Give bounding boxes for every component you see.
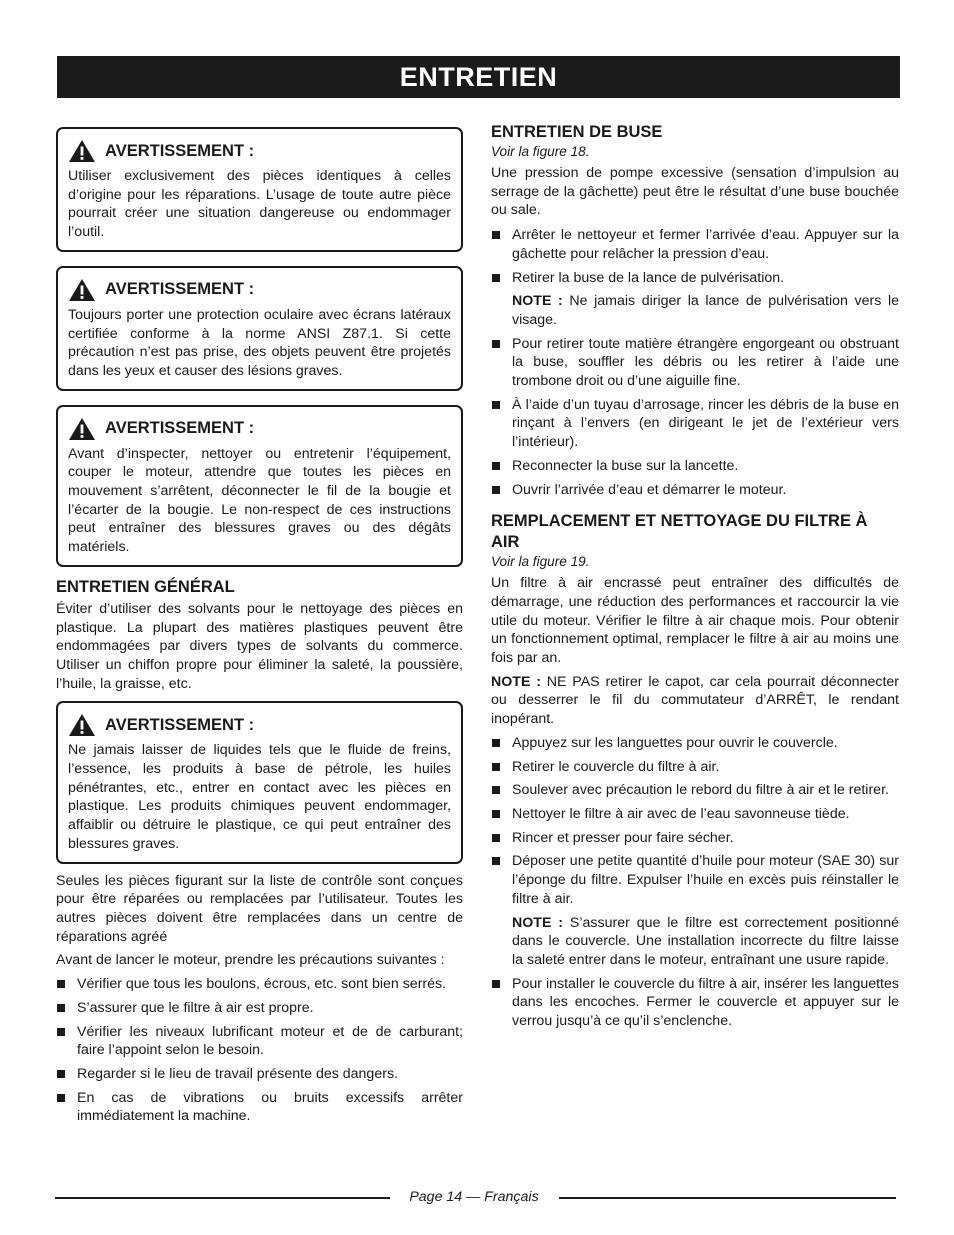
warning-box <box>56 405 463 567</box>
section-banner: ENTRETIEN <box>57 56 900 98</box>
square-bullet-icon <box>492 810 500 818</box>
square-bullet-icon <box>492 739 500 747</box>
page-footer: Page 14 — Français <box>409 1189 539 1205</box>
list-item: Arrêter le nettoyeur et fermer l’arrivée d’eau. Appuyer sur la gâchette pour relâcher la pression d’eau. <box>491 226 899 263</box>
nozzle-steps <box>491 226 899 287</box>
list-item: S’assurer que le filtre à air est propre. <box>56 999 463 1018</box>
warning-header <box>68 278 451 302</box>
general-maintenance-text: Éviter d’utiliser des solvants pour le nettoyage des pièces en plastique. La plupart des matières plastiques peuvent être endommagées par divers types de solvants du commerce. Utiliser un chiffon propre pour éliminer la saleté, la poussière, l’huile, la graisse, etc. <box>56 600 463 692</box>
square-bullet-icon <box>492 786 500 794</box>
square-bullet-icon <box>492 274 500 282</box>
warning-box <box>56 266 463 391</box>
figure-reference: Voir la figure 19. <box>491 554 590 570</box>
list-item: Reconnecter la buse sur la lancette. <box>491 457 899 476</box>
warning-triangle-icon <box>68 278 96 302</box>
warning-header <box>68 713 451 737</box>
list-item: Nettoyer le filtre à air avec de l’eau savonneuse tiède. <box>491 805 899 824</box>
warning-text: Ne jamais laisser de liquides tels que le fluide de freins, l’essence, les produits à base de pétrole, les huiles pénétrantes, etc., entrer en contact avec les pièces en plastique. Les produits chimiques peuvent endommager, affaiblir ou détruire le plastique, ce qui peut entraîner des blessures graves. <box>68 742 451 852</box>
parts-text: Seules les pièces figurant sur la liste de contrôle sont conçues pour être réparées ou remplacées par l’utilisateur. Toutes les autres pièces doivent être remplacées dans un centre de réparations agréé <box>56 872 463 945</box>
warning-triangle-icon <box>68 713 96 737</box>
footer-rule-left <box>55 1197 390 1199</box>
warning-title: AVERTISSEMENT : <box>105 715 255 734</box>
warning-header <box>68 417 451 441</box>
before-start-text: Avant de lancer le moteur, prendre les précautions suivantes : <box>56 952 445 969</box>
square-bullet-icon <box>57 1070 65 1078</box>
square-bullet-icon <box>57 1094 65 1102</box>
square-bullet-icon <box>492 857 500 865</box>
air-filter-note: NOTE : NE PAS retirer le capot, car cela pourrait déconnecter ou desserrer le fil du commutateur d’ARRÊT, le rendant inopérant. <box>491 673 899 728</box>
square-bullet-icon <box>57 1004 65 1012</box>
warning-title: AVERTISSEMENT : <box>105 419 255 438</box>
list-item: Retirer la buse de la lance de pulvérisation. <box>491 269 899 288</box>
warning-text: Utiliser exclusivement des pièces identiques à celles d’origine pour les réparations. L’usage de toute autre pièce pourrait créer une situation dangereuse ou endommager l’outil. <box>68 168 451 241</box>
square-bullet-icon <box>492 462 500 470</box>
list-item: Appuyez sur les languettes pour ouvrir le couvercle. <box>491 734 899 753</box>
warning-triangle-icon <box>68 139 96 163</box>
square-bullet-icon <box>492 980 500 988</box>
list-item: Rincer et presser pour faire sécher. <box>491 829 899 848</box>
warning-triangle-icon <box>68 417 96 441</box>
list-item: Ouvrir l’arrivée d’eau et démarrer le moteur. <box>491 481 899 500</box>
air-filter-heading: REMPLACEMENT ET NETTOYAGE DU FILTRE À AIR <box>491 512 868 552</box>
list-item: Vérifier les niveaux lubrificant moteur et de de carburant; faire l’appoint selon le besoin. <box>56 1023 463 1060</box>
footer-rule-right <box>559 1197 896 1199</box>
air-filter-intro: Un filtre à air encrassé peut entraîner des difficultés de démarrage, une réduction des performances et raccourcir la vie utile du moteur. Vérifier le filtre à air chaque mois. Pour obtenir un fonctionnement optimal, remplacer le filtre à air au moins une fois par an. <box>491 575 899 667</box>
square-bullet-icon <box>492 401 500 409</box>
list-item: Pour installer le couvercle du filtre à air, insérer les languettes dans les encoches. Fermer le couvercle et appuyer sur le verrou jusqu’à ce qu’il s’enclenche. <box>491 975 899 1031</box>
warning-text: Avant d’inspecter, nettoyer ou entretenir l’équipement, couper le moteur, attendre que toutes les pièces en mouvement s’arrêtent, déconnecter le fil de la bougie et l’écarter de la bougie. Le non-respect de ces instructions peut entraîner des blessures graves ou des dégâts matériels. <box>68 445 451 556</box>
list-item: Déposer une petite quantité d’huile pour moteur (SAE 30) sur l’éponge du filtre. Expulser l’huile en excès puis réinstaller le filtre à air. <box>491 852 899 908</box>
warning-box <box>56 701 463 863</box>
warning-text: Toujours porter une protection oculaire avec écrans latéraux certifiée conforme à la norme ANSI Z87.1. Si cette précaution n’est pas prise, des objets peuvent être projetés dans les yeux et causer des lésions graves. <box>68 306 451 379</box>
warning-box <box>56 127 463 252</box>
precautions-list <box>56 975 463 1126</box>
square-bullet-icon <box>492 486 500 494</box>
air-filter-steps <box>491 734 899 909</box>
square-bullet-icon <box>492 763 500 771</box>
list-item: Soulever avec précaution le rebord du filtre à air et le retirer. <box>491 781 899 800</box>
nozzle-note: NOTE : Ne jamais diriger la lance de pulvérisation vers le visage. <box>512 293 899 328</box>
nozzle-intro: Une pression de pompe excessive (sensation d’impulsion au serrage de la gâchette) peut être le résultat d’une buse bouchée ou sale. <box>491 165 899 219</box>
right-column <box>491 122 899 1036</box>
list-item: Retirer le couvercle du filtre à air. <box>491 758 899 777</box>
square-bullet-icon <box>57 980 65 988</box>
figure-reference: Voir la figure 18. <box>491 144 590 159</box>
list-item: Regarder si le lieu de travail présente des dangers. <box>56 1065 463 1084</box>
left-column <box>56 120 463 1131</box>
square-bullet-icon <box>57 1028 65 1036</box>
warning-title: AVERTISSEMENT : <box>105 280 255 299</box>
warning-title: AVERTISSEMENT : <box>105 141 255 160</box>
list-item: Pour retirer toute matière étrangère engorgeant ou obstruant la buse, souffler les débris ou les retirer à l’aide une trombone droit ou d’une aiguille fine. <box>491 335 899 391</box>
nozzle-heading: ENTRETIEN DE BUSE <box>491 123 663 141</box>
air-filter-note: NOTE : S’assurer que le filtre est correctement positionné dans le couvercle. Une installation incorrecte du filtre laisse la saleté entrer dans le moteur, entraînant une usure rapide. <box>512 914 899 968</box>
list-item: En cas de vibrations ou bruits excessifs arrêter immédiatement la machine. <box>56 1089 463 1126</box>
square-bullet-icon <box>492 834 500 842</box>
warning-header <box>68 139 451 163</box>
square-bullet-icon <box>492 340 500 348</box>
square-bullet-icon <box>492 231 500 239</box>
list-item: À l’aide d’un tuyau d’arrosage, rincer les débris de la buse en rinçant à l’envers (en dirigeant le jet de l’extérieur vers l’intérieur). <box>491 396 899 452</box>
general-maintenance-heading: ENTRETIEN GÉNÉRAL <box>56 577 235 596</box>
list-item: Vérifier que tous les boulons, écrous, etc. sont bien serrés. <box>56 975 463 994</box>
air-filter-steps <box>491 975 899 1031</box>
nozzle-steps <box>491 335 899 500</box>
